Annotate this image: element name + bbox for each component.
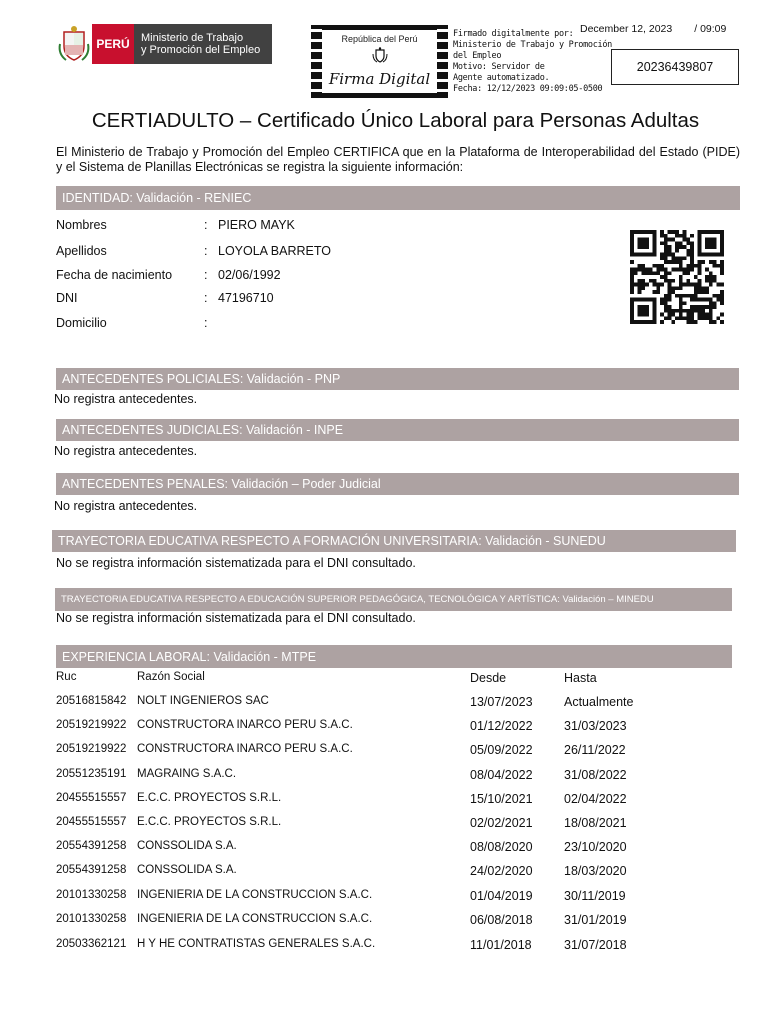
- identity-row-domicilio: Domicilio :: [56, 316, 208, 330]
- minedu-note: No se registra información sistematizada para el DNI consultado.: [56, 611, 416, 625]
- judiciales-note: No registra antecedentes.: [54, 444, 198, 458]
- table-row: 20516815842 NOLT INGENIEROS SAC 13/07/2023 Actualmente: [56, 695, 634, 709]
- identity-row-fecha-nacimiento: Fecha de nacimiento : 02/06/1992: [56, 268, 281, 282]
- peru-label: PERÚ: [92, 24, 134, 64]
- digital-signature-stamp: [311, 25, 448, 98]
- sunedu-note: No se registra información sistematizada para el DNI consultado.: [56, 556, 416, 570]
- razon-social-column-header: Razón Social: [137, 671, 205, 683]
- government-logo: [56, 24, 272, 64]
- coat-of-arms-icon: [56, 24, 92, 64]
- identity-row-nombres: Nombres : PIERO MAYK: [56, 218, 295, 232]
- identity-row-apellidos: Apellidos : LOYOLA BARRETO: [56, 244, 332, 258]
- issue-date: December 12, 2023 / 09:09: [580, 23, 727, 35]
- stamp-republic-text: República del Perú: [341, 34, 418, 44]
- qr-code-icon: [627, 230, 727, 324]
- table-row: 20551235191 MAGRAING S.A.C. 08/04/2022 31/08/2022: [56, 768, 627, 782]
- signature-details: Firmado digitalmente por: Ministerio de Trabajo y Promoción del Empleo Motivo: Servidor de Agente automatizado. Fecha: 12/12/2023 09:09:05-0500: [453, 29, 612, 94]
- policiales-section-header: ANTECEDENTES POLICIALES: Validación - PNP: [56, 368, 739, 390]
- policiales-note: No registra antecedentes.: [54, 392, 198, 406]
- ruc-column-header: Ruc: [56, 671, 77, 683]
- minedu-section-header: TRAYECTORIA EDUCATIVA RESPECTO A EDUCACIÓN SUPERIOR PEDAGÓGICA, TECNOLÓGICA Y ARTÍSTICA: Validación – MINEDU: [55, 588, 732, 611]
- hasta-column-header: Hasta: [564, 671, 597, 685]
- table-row: 20455515557 E.C.C. PROYECTOS S.R.L. 15/10/2021 02/04/2022: [56, 792, 627, 806]
- identity-section-header: IDENTIDAD: Validación - RENIEC: [56, 186, 740, 210]
- table-row: 20519219922 CONSTRUCTORA INARCO PERU S.A.C. 05/09/2022 26/11/2022: [56, 743, 626, 757]
- penales-note: No registra antecedentes.: [54, 499, 198, 513]
- table-row: 20503362121 H Y HE CONTRATISTAS GENERALES S.A.C. 11/01/2018 31/07/2018: [56, 938, 627, 952]
- sunedu-section-header: TRAYECTORIA EDUCATIVA RESPECTO A FORMACIÓN UNIVERSITARIA: Validación - SUNEDU: [52, 530, 736, 552]
- table-row: 20455515557 E.C.C. PROYECTOS S.R.L. 02/02/2021 18/08/2021: [56, 816, 627, 830]
- penales-section-header: ANTECEDENTES PENALES: Validación – Poder Judicial: [56, 473, 739, 495]
- table-row: 20101330258 INGENIERIA DE LA CONSTRUCCION S.A.C. 06/08/2018 31/01/2019: [56, 913, 627, 927]
- intro-paragraph: El Ministerio de Trabajo y Promoción del Empleo CERTIFICA que en la Plataforma de Interoperabilidad del Estado (PIDE) y el Sistema de Planillas Electrónicas se registra la siguiente información:: [56, 145, 740, 174]
- crest-icon: [372, 47, 388, 63]
- judiciales-section-header: ANTECEDENTES JUDICIALES: Validación - INPE: [56, 419, 739, 441]
- table-row: 20554391258 CONSSOLIDA S.A. 08/08/2020 23/10/2020: [56, 840, 627, 854]
- certificate-number: 20236439807: [611, 49, 739, 85]
- experience-table-header: [56, 671, 746, 695]
- desde-column-header: Desde: [470, 671, 507, 685]
- table-row: 20519219922 CONSTRUCTORA INARCO PERU S.A.C. 01/12/2022 31/03/2023: [56, 719, 627, 733]
- identity-row-dni: DNI : 47196710: [56, 291, 274, 305]
- ministry-name: Ministerio de Trabajo y Promoción del Empleo: [134, 24, 272, 64]
- table-row: 20554391258 CONSSOLIDA S.A. 24/02/2020 18/03/2020: [56, 864, 627, 878]
- stamp-firma-text: Firma Digital: [328, 70, 431, 88]
- page-title: CERTIADULTO – Certificado Único Laboral para Personas Adultas: [91, 109, 700, 132]
- experience-section-header: EXPERIENCIA LABORAL: Validación - MTPE: [56, 645, 732, 668]
- table-row: 20101330258 INGENIERIA DE LA CONSTRUCCION S.A.C. 01/04/2019 30/11/2019: [56, 889, 626, 903]
